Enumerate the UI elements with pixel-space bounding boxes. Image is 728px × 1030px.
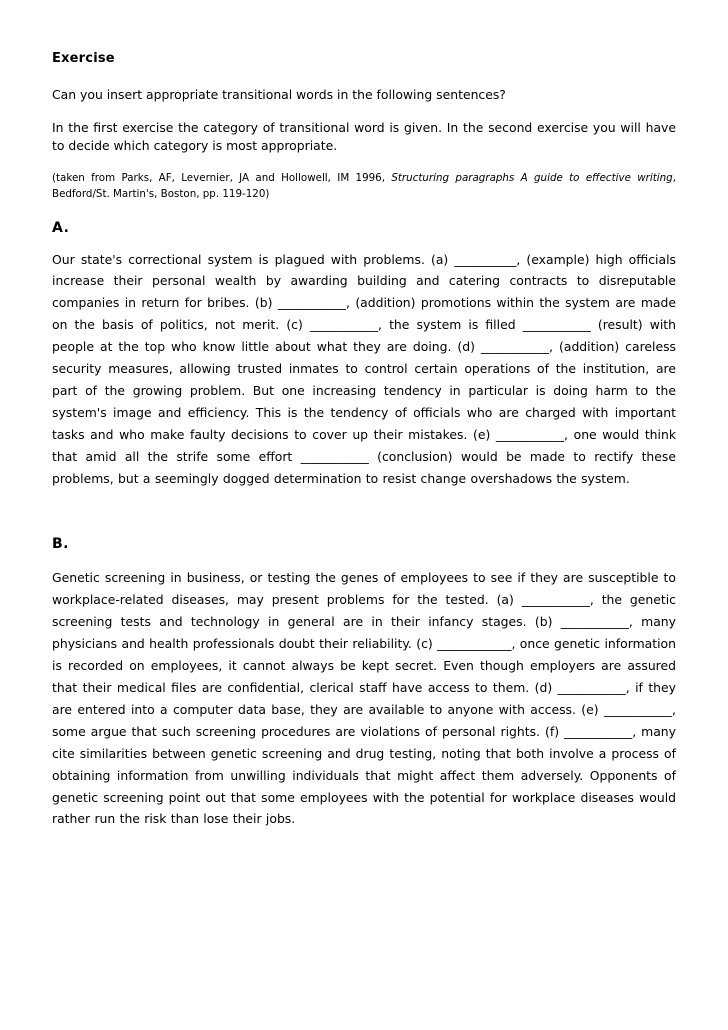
- section-a-label: A.: [52, 219, 70, 236]
- citation-prefix: (taken from Parks, AF, Levernier, JA and Hollowell, IM 1996,: [52, 171, 392, 184]
- citation-suffix: , Bedford/St. Martin's, Boston, pp. 119-120): [52, 171, 676, 200]
- section-a-paragraph: Our state's correctional system is plagued with problems. (a) __________, (example) high officials increase their personal wealth by awarding building and catering contracts to disreputable companies in return for bribes. (b) ___________, (addition) promotions within the system are made on the basis of politics, not merit. (c) ___________, the system is filled ___________ (result) with people at the top who know little about what they are doing. (d) ___________, (addition) careless security measures, allowing trusted inmates to control certain operations of the institution, are part of the growing problem. But one increasing tendency in particular is doing harm to the system's image and efficiency. This is the tendency of officials who are charged with important tasks and who make faulty decisions to cover up their mistakes. (e) ___________, one would think that amid all the strife some effort ___________ (conclusion) would be made to rectify these problems, but a seemingly dogged determination to resist change overshadows the system.: [52, 251, 676, 486]
- document-page: [52, 50, 676, 830]
- exercise-heading: Exercise: [52, 51, 115, 66]
- citation-book-title: Structuring paragraphs A guide to effective writing: [391, 171, 673, 184]
- citation: [52, 170, 676, 203]
- question-text: Can you insert appropriate transitional words in the following sentences?: [52, 87, 506, 102]
- section-b-paragraph: Genetic screening in business, or testing the genes of employees to see if they are susceptible to workplace-related diseases, may present problems for the tested. (a) ___________, the genetic screening tests and technology in general are in their infancy stages. (b) ___________, many physicians and health professionals doubt their reliability. (c) ____________, once genetic information is recorded on employees, it cannot always be kept secret. Even though employers are assured that their medical files are confidential, clerical staff have access to them. (d) ___________, if they are entered into a computer data base, they are available to anyone with access. (e) ___________, some argue that such screening procedures are violations of personal rights. (f) ___________, many cite similarities between genetic screening and drug testing, noting that both involve a process of obtaining information from unwilling individuals that might affect them adversely. Opponents of genetic screening point out that some employees with the potential for workplace diseases would rather run the risk than lose their jobs.: [52, 570, 676, 827]
- section-b-label: B.: [52, 536, 69, 553]
- instructions-text: In the first exercise the category of transitional word is given. In the second exercise you will have to decide which category is most appropriate.: [52, 119, 676, 153]
